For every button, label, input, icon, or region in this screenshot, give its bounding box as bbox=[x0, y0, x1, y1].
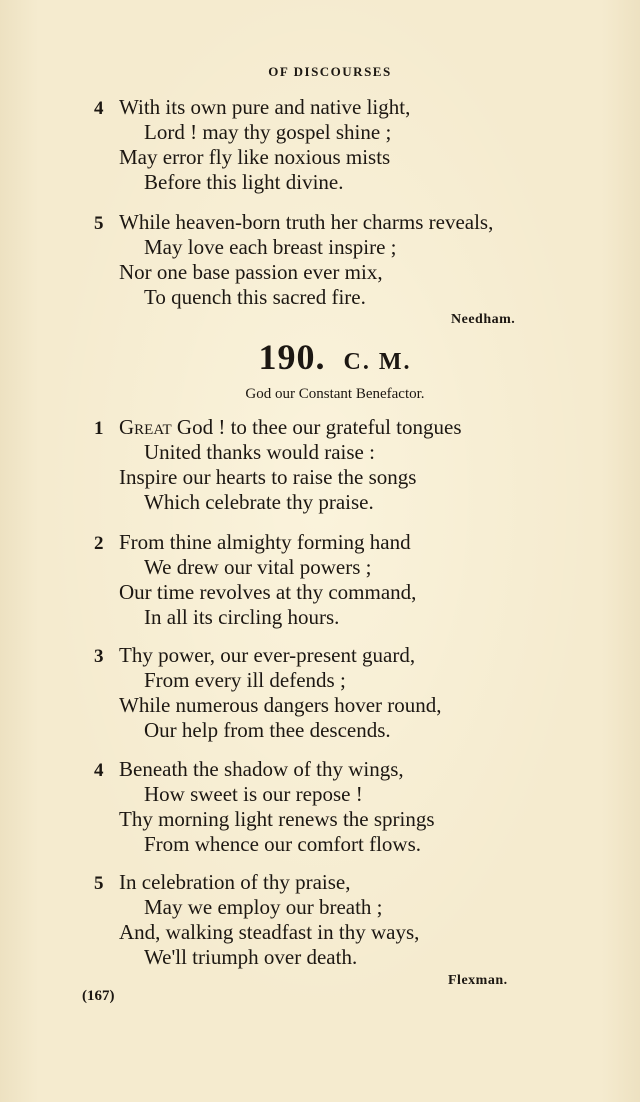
verse-line: In all its circling hours. bbox=[144, 605, 340, 629]
verse-number: 4 bbox=[94, 760, 104, 781]
verse-line: United thanks would raise : bbox=[144, 440, 375, 464]
verse-number: 4 bbox=[94, 98, 104, 119]
verse-line: Our help from thee descends. bbox=[144, 718, 391, 742]
verse-line: From every ill defends ; bbox=[144, 668, 346, 692]
verse-line: While numerous dangers hover round, bbox=[119, 693, 442, 717]
page-number: (167) bbox=[82, 988, 115, 1004]
hymn-number: 190. bbox=[258, 337, 326, 377]
verse-line: We'll triumph over death. bbox=[144, 945, 358, 969]
hymn-verse-5 bbox=[94, 870, 419, 970]
first-word: Great bbox=[119, 415, 172, 439]
verse-line: May love each breast inspire ; bbox=[144, 235, 397, 259]
verse-line: 2 From thine almighty forming hand bbox=[94, 530, 411, 554]
verse-line: Inspire our hearts to raise the songs bbox=[119, 465, 417, 489]
verse-line: 4 With its own pure and native light, bbox=[94, 95, 411, 119]
hymn-heading bbox=[0, 336, 640, 378]
hymn-verse-1 bbox=[94, 415, 462, 515]
prev-hymn-verse-4 bbox=[94, 95, 410, 195]
hymn-title: God our Constant Benefactor. bbox=[245, 386, 425, 402]
verse-line: May we employ our breath ; bbox=[144, 895, 383, 919]
verse-line: To quench this sacred fire. bbox=[144, 285, 366, 309]
hymn-author: Flexman. bbox=[448, 973, 508, 988]
verse-number: 1 bbox=[94, 418, 104, 439]
verse-line: 5 While heaven-born truth her charms reveals, bbox=[94, 210, 494, 234]
verse-line: 4 Beneath the shadow of thy wings, bbox=[94, 757, 404, 781]
verse-line: 3 Thy power, our ever-present guard, bbox=[94, 643, 416, 667]
verse-line: 5 In celebration of thy praise, bbox=[94, 870, 351, 894]
verse-line: And, walking steadfast in thy ways, bbox=[119, 920, 420, 944]
verse-number: 5 bbox=[94, 213, 104, 234]
verse-line: Which celebrate thy praise. bbox=[144, 490, 374, 514]
verse-line: From whence our comfort flows. bbox=[144, 832, 422, 856]
verse-line: May error fly like noxious mists bbox=[119, 145, 391, 169]
verse-line: Before this light divine. bbox=[144, 170, 344, 194]
hymn-verse-2 bbox=[94, 530, 416, 630]
verse-line: 1 Great God ! to thee our grateful tongues bbox=[94, 415, 462, 439]
prev-hymn-verse-5 bbox=[94, 210, 493, 310]
prev-hymn-author: Needham. bbox=[451, 312, 516, 327]
running-head: OF DISCOURSES bbox=[268, 64, 392, 79]
hymn-verse-4 bbox=[94, 757, 435, 857]
verse-number: 2 bbox=[94, 533, 104, 554]
verse-line: Lord ! may thy gospel shine ; bbox=[144, 120, 392, 144]
hymn-verse-3 bbox=[94, 643, 442, 743]
hymn-meter: C. M. bbox=[343, 349, 412, 375]
verse-line: We drew our vital powers ; bbox=[144, 555, 372, 579]
verse-line: Nor one base passion ever mix, bbox=[119, 260, 383, 284]
verse-number: 3 bbox=[94, 646, 104, 667]
verse-line: Thy morning light renews the springs bbox=[119, 807, 435, 831]
verse-line: Our time revolves at thy command, bbox=[119, 580, 417, 604]
verse-line: How sweet is our repose ! bbox=[144, 782, 363, 806]
verse-number: 5 bbox=[94, 873, 104, 894]
